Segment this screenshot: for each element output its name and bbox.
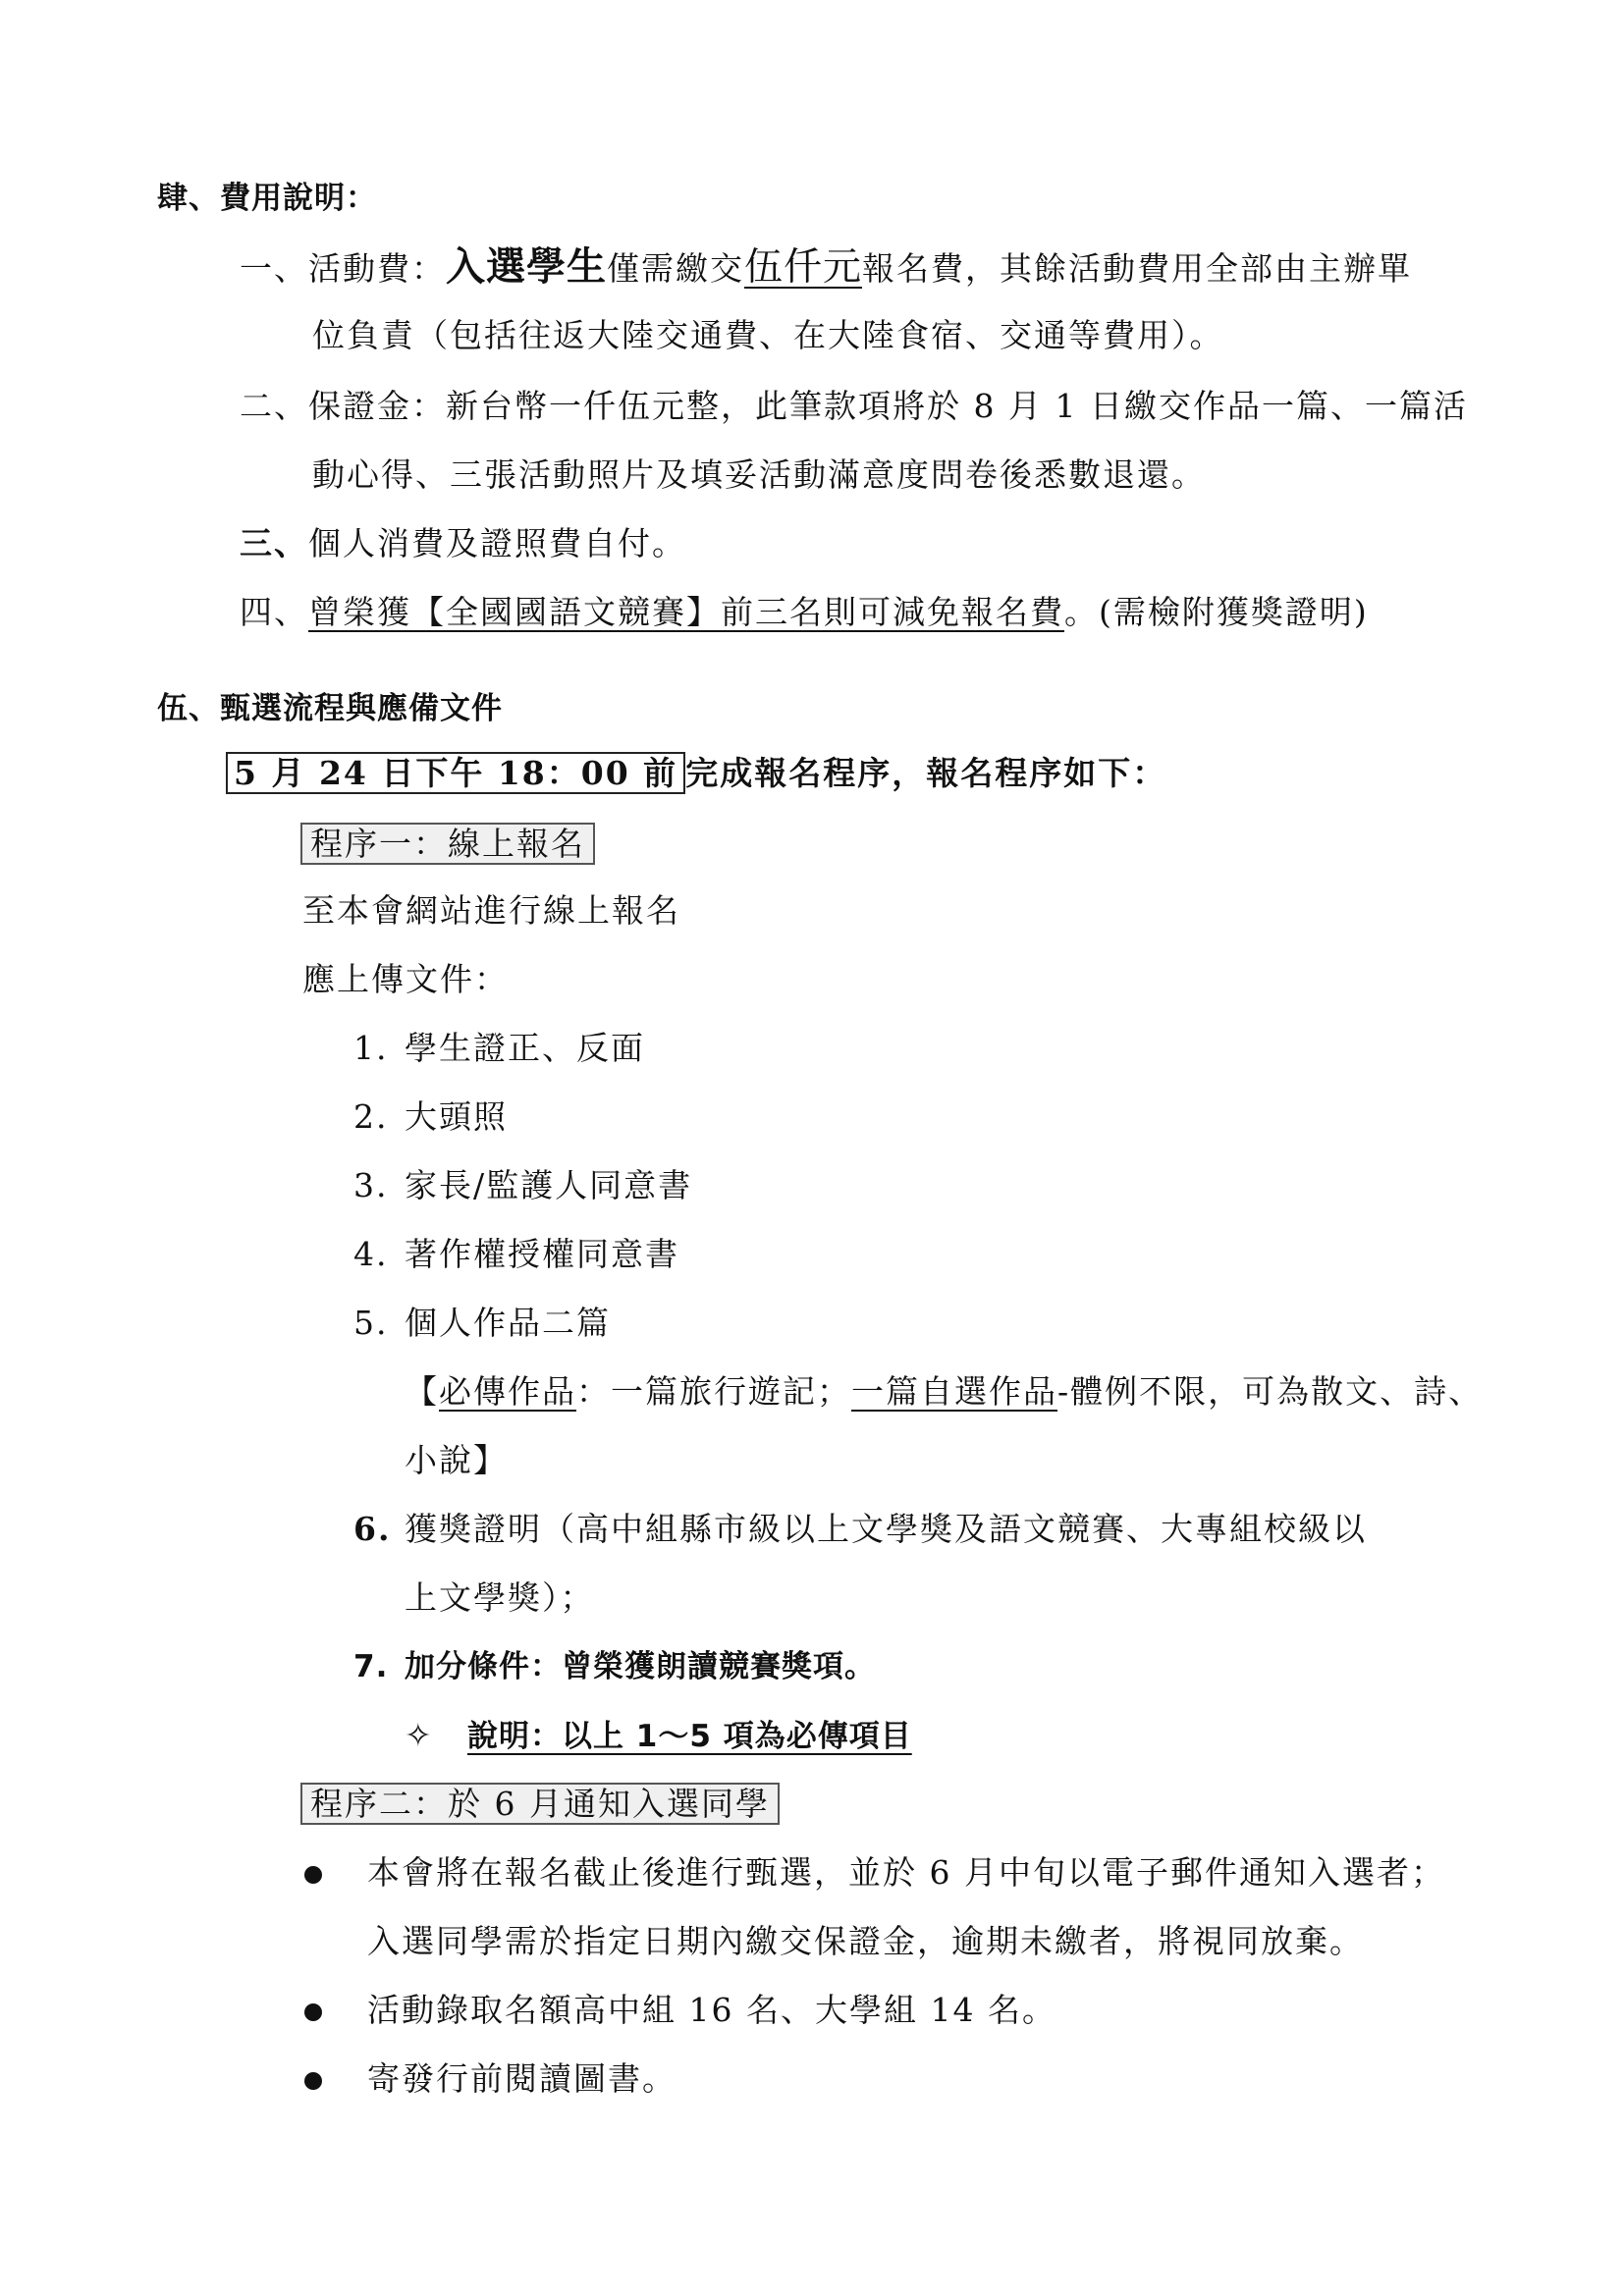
fee-item-4-num: 四、 <box>240 593 308 631</box>
fee-item-3 <box>240 522 686 565</box>
required-note-text: 說明：以上 1～5 項為必傳項目 <box>467 1719 912 1754</box>
deadline-rest: 完成報名程序，報名程序如下： <box>685 754 1167 792</box>
fee-item-2-line-1: 二、保證金：新台幣一仟伍元整，此筆款項將於 8 月 1 日繳交作品一篇、一篇活 <box>240 387 1468 425</box>
sparkle-icon: ✧ <box>405 1716 434 1754</box>
step-2-bullet-3: 寄發行前閱讀圖書。 <box>367 2059 677 2098</box>
works-note-line-1: 【必傳作品：一篇旅行遊記；一篇自選作品-體例不限，可為散文、詩、 <box>405 1372 1484 1411</box>
fee-item-3-text: 個人消費及證照費自付。 <box>308 524 686 562</box>
list-item: 2. 大頭照 <box>353 1097 508 1136</box>
bullet-icon <box>304 1866 322 1884</box>
required-note <box>405 1714 912 1758</box>
fee-item-1-line-2: 位負責（包括往返大陸交通費、在大陸食宿、交通等費用）。 <box>312 316 1224 354</box>
list-item-7: 7. 加分條件：曾榮獲朗讀競賽獎項。 <box>353 1649 876 1684</box>
list-item: 5. 個人作品二篇 <box>353 1304 611 1342</box>
fee-item-4-rest: 。(需檢附獲獎證明) <box>1064 593 1369 631</box>
list-item: 1. 學生證正、反面 <box>353 1029 645 1067</box>
fee-waiver-condition: 曾榮獲【全國國語文競賽】前三名則可減免報名費 <box>308 593 1064 631</box>
fee-item-4 <box>240 591 1369 634</box>
list-item: 4. 著作權授權同意書 <box>353 1235 679 1273</box>
fee-item-2-line-2: 動心得、三張活動照片及填妥活動滿意度問卷後悉數退還。 <box>312 455 1206 494</box>
section-4-title: 肆、費用說明： <box>157 181 377 216</box>
section-5-title: 伍、甄選流程與應備文件 <box>157 691 503 726</box>
list-item: 3. 家長/監護人同意書 <box>353 1166 693 1204</box>
bullet-icon <box>304 2003 322 2021</box>
step-2-bullet-1-line-1: 本會將在報名截止後進行甄選，並於 6 月中旬以電子郵件通知入選者； <box>367 1853 1445 1892</box>
deadline-box: 5 月 24 日下午 18：00 前 <box>226 752 685 794</box>
fee-item-1-mid: 僅需繳交 <box>607 249 744 288</box>
fee-item-3-num: 三、 <box>240 524 308 562</box>
step-1-label <box>300 823 595 866</box>
chosen-work: 一篇自選作品 <box>851 1372 1057 1411</box>
step-2-box: 程序二：於 6 月通知入選同學 <box>300 1783 780 1825</box>
fee-item-1-prefix: 一、活動費： <box>240 249 446 288</box>
selected-students-emphasis: 入選學生 <box>446 243 607 290</box>
works-note-line-2: 小說】 <box>405 1441 508 1479</box>
deadline-line <box>226 752 1166 795</box>
step-2-label <box>300 1783 780 1826</box>
fee-amount-emphasis: 伍仟元 <box>744 245 863 290</box>
step-1-description: 至本會網站進行線上報名 <box>302 891 680 930</box>
upload-docs-title: 應上傳文件： <box>302 960 509 998</box>
fee-item-1-rest: 報名費，其餘活動費用全部由主辦單 <box>862 249 1413 288</box>
list-item-6-line-1: 6. 獲獎證明（高中組縣市級以上文學獎及語文競賽、大專組校級以 <box>353 1510 1367 1548</box>
list-item-6-line-2: 上文學獎）； <box>405 1578 595 1617</box>
step-2-bullet-2: 活動錄取名額高中組 16 名、大學組 14 名。 <box>367 1991 1056 2029</box>
step-1-box: 程序一：線上報名 <box>300 823 595 865</box>
step-2-bullet-1-line-2: 入選同學需於指定日期內繳交保證金，逾期未繳者，將視同放棄。 <box>367 1922 1364 1960</box>
bullet-icon <box>304 2072 322 2090</box>
required-work: 必傳作品 <box>439 1372 576 1411</box>
fee-item-1-line-1 <box>240 245 1412 291</box>
